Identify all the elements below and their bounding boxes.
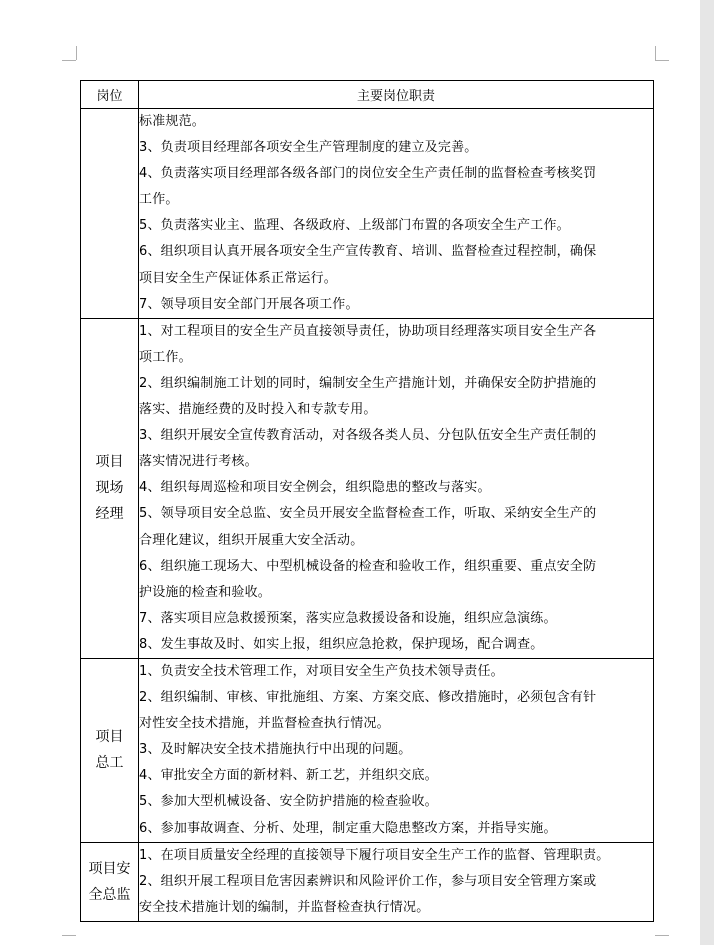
duty-line: 5、领导项目安全总监、安全员开展安全监督检查工作，听取、采纳安全生产的: [139, 506, 597, 522]
header-duties: 主要岗位职责: [139, 81, 654, 109]
table-body: [81, 109, 654, 922]
post-name-line: 项目安: [88, 860, 131, 877]
post-name-line: 项目: [95, 729, 124, 746]
duty-line: 2、组织开展工程项目危害因素辨识和风险评价工作，参与项目安全管理方案或: [139, 873, 597, 889]
duty-line: 3、负责项目经理部各项安全生产管理制度的建立及完善。: [139, 140, 478, 156]
crop-mark-bottom-left-h: [62, 935, 76, 936]
table-row: [81, 318, 654, 658]
post-cell: [81, 658, 139, 842]
post-cell: [81, 318, 139, 658]
post-name-line: 经理: [95, 506, 124, 523]
duty-line: 对性安全技术措施，并监督检查执行情况。: [139, 716, 390, 732]
duty-line: 5、参加大型机械设备、安全防护措施的检查验收。: [139, 794, 438, 810]
duty-line: 落实情况进行考核。: [139, 454, 258, 470]
duty-line: 项工作。: [139, 349, 192, 365]
duty-line: 3、组织开展安全宣传教育活动，对各级各类人员、分包队伍安全生产责任制的: [139, 428, 597, 444]
duty-line: 安全技术措施计划的编制，并监督检查执行情况。: [139, 899, 430, 915]
crop-mark-bottom-right-h: [655, 935, 669, 936]
duty-line: 标准规范。: [139, 114, 206, 129]
crop-mark-top-left-h: [62, 60, 76, 61]
duty-table: [80, 80, 654, 922]
duty-line: 6、组织施工现场大、中型机械设备的检查和验收工作，组织重要、重点安全防: [139, 558, 597, 574]
duty-line: 工作。: [139, 192, 179, 208]
post-cell: [81, 842, 139, 921]
post-name-line: 全总监: [88, 886, 131, 903]
post-name-line: 总工: [95, 755, 124, 772]
duty-line: 1、在项目质量安全经理的直接领导下履行项目安全生产工作的监督、管理职责。: [139, 847, 610, 863]
table-row: [81, 109, 654, 319]
duty-cell: [139, 842, 654, 921]
duty-line: 2、组织编制施工计划的同时，编制安全生产措施计划，并确保安全防护措施的: [139, 375, 597, 391]
duty-line: 4、审批安全方面的新材料、新工艺，并组织交底。: [139, 768, 438, 784]
post-name-line: 现场: [95, 480, 124, 497]
duty-cell: [139, 658, 654, 842]
duty-line: 7、落实项目应急救援预案，落实应急救援设备和设施，组织应急演练。: [139, 610, 557, 626]
duty-line: 6、组织项目认真开展各项安全生产宣传教育、培训、监督检查过程控制，确保: [139, 244, 597, 260]
crop-mark-top-left-v: [76, 46, 77, 60]
crop-mark-top-right-h: [655, 60, 669, 61]
duty-line: 合理化建议，组织开展重大安全活动。: [139, 532, 364, 548]
duty-line: 1、负责安全技术管理工作，对项目安全生产负技术领导责任。: [139, 663, 504, 679]
duty-line: 4、负责落实项目经理部各级各部门的岗位安全生产责任制的监督检查考核奖罚: [139, 166, 597, 182]
duty-line: 5、负责落实业主、监理、各级政府、上级部门布置的各项安全生产工作。: [139, 218, 570, 234]
duty-line: 8、发生事故及时、如实上报，组织应急抢救，保护现场，配合调查。: [139, 636, 544, 652]
duty-cell: [139, 318, 654, 658]
table-header-row: [81, 81, 654, 109]
post-name-line: 项目: [95, 454, 124, 471]
duty-line: 护设施的检查和验收。: [139, 584, 272, 600]
duty-line: 2、组织编制、审核、审批施组、方案、方案交底、修改措施时，必须包含有针: [139, 690, 597, 706]
duty-cell: [139, 109, 654, 319]
duty-line: 1、对工程项目的安全生产员直接领导责任，协助项目经理落实项目安全生产各: [139, 323, 597, 339]
post-cell: [81, 109, 139, 319]
duty-line: 7、领导项目安全部门开展各项工作。: [139, 296, 359, 312]
duty-line: 落实、措施经费的及时投入和专款专用。: [139, 402, 377, 418]
crop-mark-top-right-v: [655, 46, 656, 60]
table-row: [81, 658, 654, 842]
table-row: [81, 842, 654, 921]
duty-line: 4、组织每周巡检和项目安全例会，组织隐患的整改与落实。: [139, 480, 491, 496]
duty-line: 6、参加事故调查、分析、处理，制定重大隐患整改方案，并指导实施。: [139, 820, 557, 836]
duty-line: 3、及时解决安全技术措施执行中出现的问题。: [139, 742, 412, 758]
page-edge: [700, 0, 714, 945]
duty-line: 项目安全生产保证体系正常运行。: [139, 270, 338, 286]
header-post: 岗位: [81, 81, 139, 109]
